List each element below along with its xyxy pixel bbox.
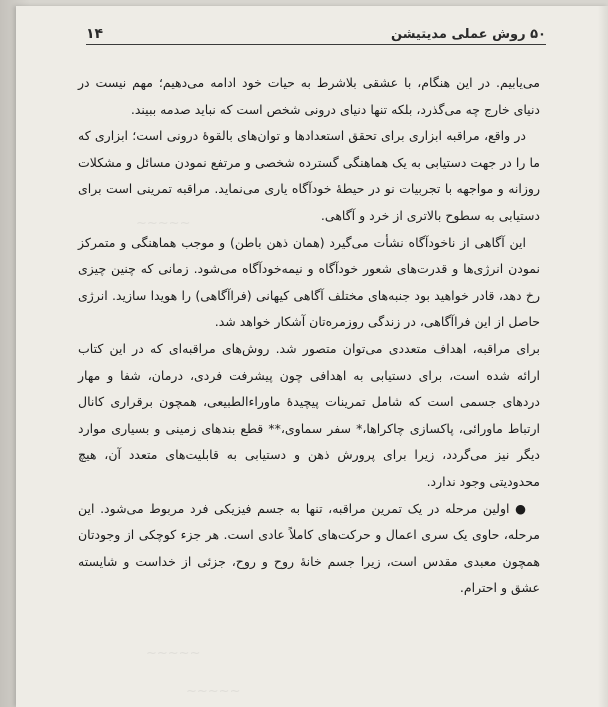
paragraph: این آگاهی از ناخودآگاه نشأت می‌گیرد (همان ذهن باطن) و موجب هماهنگی و متمرکز نمودن انرژی‌ها و قدرت‌های شعور خودآگاه و نیمه‌خودآگاه می‌شود. زمانی که چنین چیزی رخ دهد، قادر خواهید بود جنبه‌های مختلف آگاهی کیهانی (فراآگاهی) را هویدا سازید. انرژی حاصل از این فراآگاهی، در زندگی روزمره‌تان آشکار خواهد شد. xyxy=(78,234,540,330)
body-text xyxy=(78,70,540,602)
bleed-through-text: ~~~~~ xyxy=(186,684,241,699)
book-page xyxy=(16,6,608,707)
paragraph: می‌یابیم. در این هنگام، با عشقی بلاشرط به حیات خود ادامه می‌دهیم؛ مهم نیست در دنیای خارج چه می‌گذرد، بلکه تنها دنیای درونی شخص است که نباید صدمه ببیند. xyxy=(78,75,540,117)
paragraph: در واقع، مراقبه ابزاری برای تحقق استعدادها و توان‌های بالقوهٔ درونی است؛ ابزاری که ما را در جهت دستیابی به یک هماهنگی گسترده شخصی و مرتفع نمودن مسائل و مشکلات روزانه و مواجهه با تجربیات نو در حیطهٔ خودآگاه یاری می‌نماید. مراقبه تمرینی است برای دستیابی به سطوح بالاتری از خرد و آگاهی. xyxy=(78,128,540,223)
book-title: ۵۰ روش عملی مدیتیشن xyxy=(391,27,546,42)
bleed-through-text: ~~~~~ xyxy=(146,646,201,661)
paragraph: ● اولین مرحله در یک تمرین مراقبه، تنها به جسم فیزیکی فرد مربوط می‌شود. این مرحله، حاوی یک سری اعمال و حرکت‌های کاملاً عادی است. هر جزء کوچکی از وجودتان همچون معبدی مقدس است، زیرا جسم خانهٔ روح و روح، جزئی از خداست و شایسته عشق و احترام. xyxy=(78,500,540,596)
running-head xyxy=(86,16,546,45)
page-number: ۱۴ xyxy=(86,26,104,42)
paragraph: برای مراقبه، اهداف متعددی می‌توان متصور شد. روش‌های مراقبه‌ای که در این کتاب ارائه شده است، برای دستیابی به اهدافی چون پیشرفت فردی، درمان، شفا و مهار دردهای جسمی است که شامل تمرینات پیچیدهٔ ماوراءالطبیعی، همچون برقراری کانال ارتباط ماورائی، پاکسازی چاکراها،* سفر سماوی،** قطع بندهای زمینی و بسیاری موارد دیگر نیز می‌گردد، زیرا برای پرورش ذهن و دستیابی به قابلیت‌های متعدد آن، هیچ محدودیتی وجود ندارد. xyxy=(78,340,540,489)
bleed-through-text: ~~~~~ xyxy=(136,216,191,231)
page-edge xyxy=(598,6,608,707)
